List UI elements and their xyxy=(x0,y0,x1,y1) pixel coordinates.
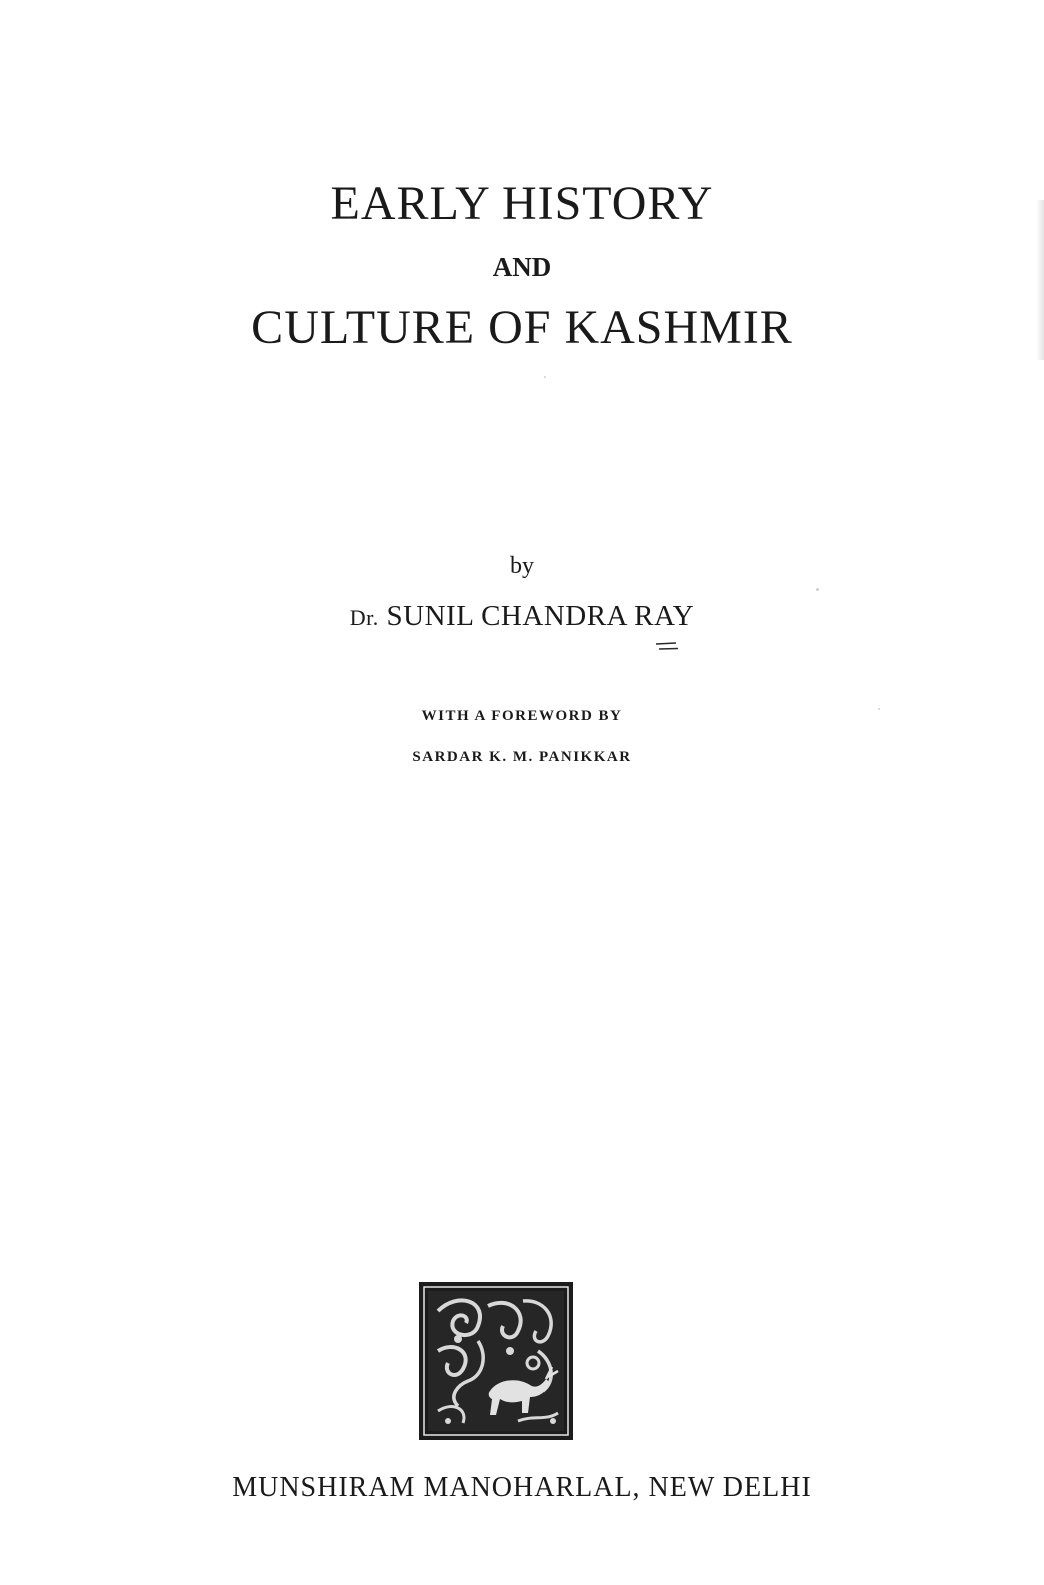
author-line xyxy=(0,600,1044,633)
paper-speck xyxy=(878,708,880,710)
by-line: by xyxy=(510,553,534,579)
publisher-emblem-icon xyxy=(418,1281,574,1441)
pen-underline-mark xyxy=(654,641,680,655)
author-name: SUNIL CHANDRA RAY xyxy=(386,600,695,632)
title-line-2: CULTURE OF KASHMIR xyxy=(251,301,793,354)
author-prefix: Dr. xyxy=(349,605,379,630)
publisher-line: MUNSHIRAM MANOHARLAL, NEW DELHI xyxy=(232,1472,812,1503)
page-edge-shadow xyxy=(1036,200,1044,360)
paper-speck xyxy=(544,376,546,378)
title-connector: AND xyxy=(492,252,552,282)
foreword-line-1: WITH A FOREWORD BY xyxy=(421,708,623,724)
title-line-1: EARLY HISTORY xyxy=(330,177,714,230)
paper-speck xyxy=(816,588,819,591)
foreword-line-2: SARDAR K. M. PANIKKAR xyxy=(412,749,632,765)
